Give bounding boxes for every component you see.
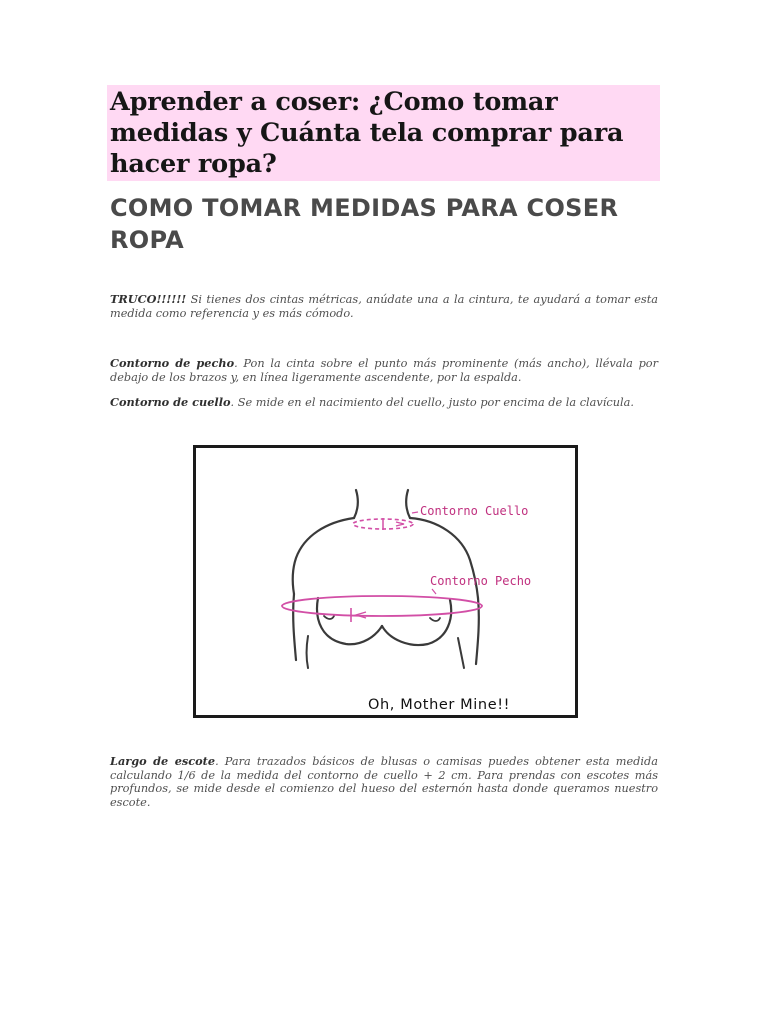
truco-label: TRUCO!!!!!!	[110, 292, 187, 306]
watermark-oh-mother-mine: Oh, Mother Mine!!	[368, 697, 511, 713]
paragraph-contorno-cuello	[110, 396, 658, 410]
pecho-text: . Pon la cinta sobre el punto más prominente (más ancho), llévala por debajo de los brazos y, en línea ligeramente ascendente, por la espalda.	[110, 357, 659, 384]
truco-text: Si tienes dos cintas métricas, anúdate una a la cintura, te ayudará a tomar esta medida como referencia y es más cómodo.	[110, 293, 658, 320]
paragraph-truco	[110, 293, 658, 320]
measurement-illustration	[193, 445, 578, 718]
title-highlight	[107, 85, 660, 181]
page-title: Aprender a coser: ¿Como tomar medidas y Cuánta tela comprar para hacer ropa?	[110, 87, 624, 179]
escote-text: . Para trazados básicos de blusas o camisas puedes obtener esta medida calculando 1/6 de la medida del contorno de cuello + 2 cm. Para prendas con escotes más profundos, se mide desde el comienzo del hueso del esternón hasta donde queramos nuestro escote.	[110, 755, 658, 809]
cuello-text: . Se mide en el nacimiento del cuello, justo por encima de la clavícula.	[230, 396, 634, 409]
cuello-label: Contorno de cuello	[110, 395, 231, 409]
section-heading: COMO TOMAR MEDIDAS PARA COSER ROPA	[110, 194, 619, 254]
paragraph-largo-escote	[110, 755, 658, 809]
label-contorno-pecho: Contorno Pecho	[430, 574, 532, 588]
pecho-label: Contorno de pecho	[110, 356, 235, 370]
escote-label: Largo de escote	[110, 754, 216, 768]
label-contorno-cuello: Contorno Cuello	[420, 504, 529, 518]
paragraph-contorno-pecho	[110, 357, 658, 384]
